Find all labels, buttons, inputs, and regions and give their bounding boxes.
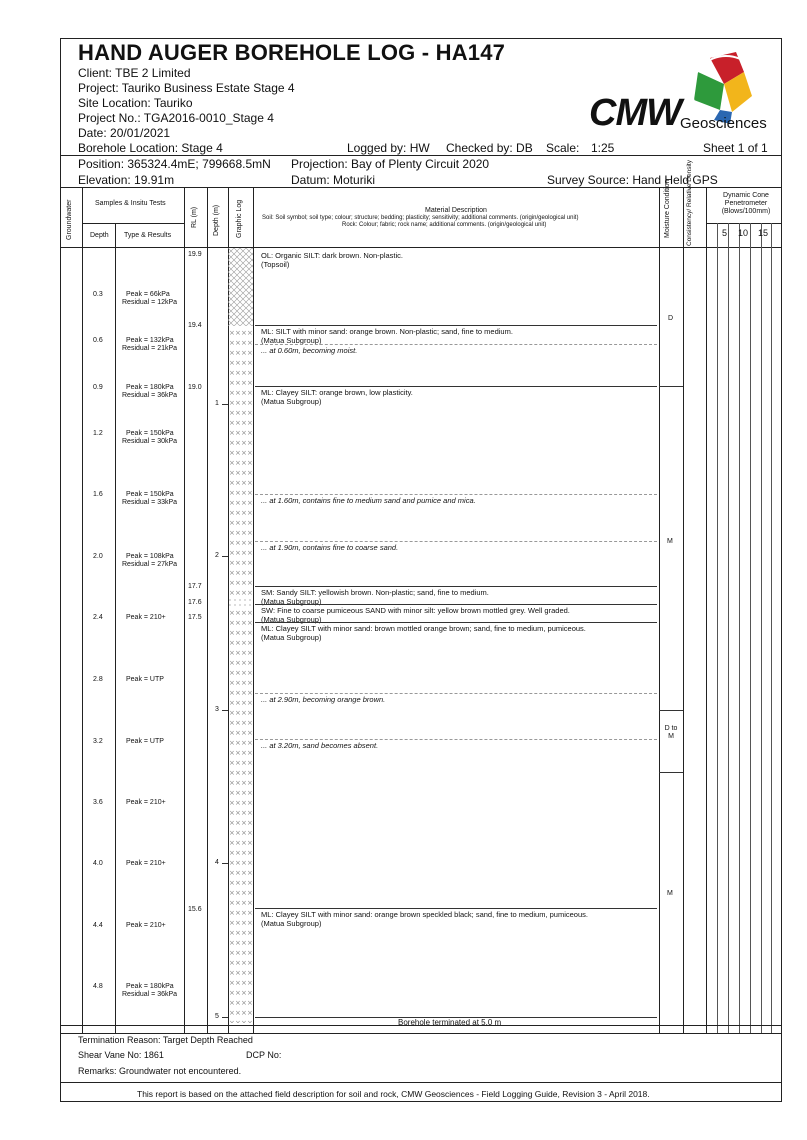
site-location: Site Location: Tauriko (78, 96, 193, 110)
desc-sand: SW: Fine to coarse pumiceous SAND with minor silt: yellow brown mottled grey. Well graded. (261, 606, 570, 615)
desc-clayey-silt-note1: ... at 1.60m, contains fine to medium sand and pumice and mica. (261, 496, 476, 505)
sample-residual: Residual = 12kPa (122, 299, 178, 306)
desc-clayey-silt-2-note1: ... at 2.90m, becoming orange brown. (261, 695, 386, 704)
sample-depth: 0.9 (93, 384, 103, 391)
sample-residual: Residual = 36kPa (122, 392, 178, 399)
sample-depth: 2.0 (93, 553, 103, 560)
desc-clayey-silt-note2: ... at 1.90m, contains fine to coarse sand. (261, 543, 399, 552)
rl-value: 19.9 (188, 251, 202, 258)
checked-by: Checked by: DB (446, 141, 533, 155)
col-line (207, 187, 208, 1033)
divider (60, 155, 782, 156)
col-line (82, 187, 83, 1033)
depth-tick (222, 404, 228, 405)
remarks: Remarks: Groundwater not encountered. (78, 1066, 242, 1076)
col-line (683, 187, 684, 1033)
rl-value: 19.0 (188, 384, 202, 391)
page-title: HAND AUGER BOREHOLE LOG - HA147 (78, 40, 506, 65)
dcp-gridline (750, 223, 751, 1033)
desc-clayey-silt-3-unit: (Matua Subgroup) (261, 919, 322, 928)
header-bottom-line (60, 247, 782, 248)
sample-residual: Residual = 21kPa (122, 345, 178, 352)
footer-note: This report is based on the attached field description for soil and rock, CMW Geosciences - Field Logging Guide, Revision 3 - April 2018. (137, 1089, 650, 1099)
moisture-value: M (667, 890, 673, 897)
desc-clayey-silt-2-note2: ... at 3.20m, sand becomes absent. (261, 741, 379, 750)
sample-depth: 1.2 (93, 430, 103, 437)
moisture-value: M (667, 538, 673, 545)
project: Project: Tauriko Business Estate Stage 4 (78, 81, 295, 95)
desc-clayey-silt-2: ML: Clayey SILT with minor sand: brown mottled orange brown; sand, fine to medium, pumiceous. (261, 624, 586, 633)
depth-mark: 1 (215, 400, 219, 407)
moisture-boundary (659, 772, 683, 773)
depth-tick (222, 710, 228, 711)
sample-result: Peak = 180kPa (126, 983, 174, 990)
sample-result: Peak = 210+ (126, 860, 166, 867)
termination-reason: Termination Reason: Target Depth Reached (78, 1035, 253, 1045)
dcp-gridline (761, 223, 762, 1033)
position: Position: 365324.4mE; 799668.5mN (78, 157, 271, 171)
note-boundary (255, 541, 657, 542)
sample-depth: 3.6 (93, 799, 103, 806)
depth-mark: 4 (215, 859, 219, 866)
sample-depth: 2.4 (93, 614, 103, 621)
depth-m-header: Depth (m) (213, 204, 220, 236)
dcp-scale-15: 15 (758, 228, 769, 238)
layer-boundary (255, 586, 657, 587)
col-line (706, 187, 707, 1033)
footer-divider (60, 1082, 782, 1083)
borehole-end: Borehole terminated at 5.0 m (398, 1018, 502, 1027)
sample-depth: 0.3 (93, 291, 103, 298)
projection: Projection: Bay of Plenty Circuit 2020 (291, 157, 490, 171)
depth-mark: 2 (215, 552, 219, 559)
sample-result: Peak = UTP (126, 738, 164, 745)
desc-sandy-silt-unit: (Matua Subgroup) (261, 597, 322, 606)
rl-value: 17.6 (188, 599, 202, 606)
rl-value: 17.5 (188, 614, 202, 621)
sample-depth: 2.8 (93, 676, 103, 683)
sample-depth: 4.8 (93, 983, 103, 990)
material-header: Material Description (425, 207, 487, 214)
rl-header: RL (m) (191, 206, 198, 228)
moisture-value: D (668, 315, 674, 322)
log-frame (60, 38, 782, 1102)
note-boundary (255, 693, 657, 694)
desc-clayey-silt-3: ML: Clayey SILT with minor sand: orange brown speckled black; sand, fine to medium, pumiceous. (261, 910, 588, 919)
survey-source: Survey Source: Hand Held GPS (547, 173, 718, 187)
note-boundary (255, 494, 657, 495)
sample-result: Peak = 150kPa (126, 491, 174, 498)
sample-result: Peak = 180kPa (126, 384, 174, 391)
layer-boundary (255, 622, 657, 623)
date: Date: 20/01/2021 (78, 126, 171, 140)
moisture-header: Moisture Condition (664, 179, 671, 238)
dcp-scale-10: 10 (738, 228, 749, 238)
dcp-gridline (717, 223, 718, 1033)
table-bottom-line (60, 1033, 782, 1034)
layer-boundary (255, 908, 657, 909)
sample-result: Peak = UTP (126, 676, 164, 683)
logo-subtitle: Geosciences (680, 115, 767, 132)
sample-result: Peak = 210+ (126, 922, 166, 929)
material-soil-header: Soil: Soil symbol; soil type; colour; structure; bedding; plasticity; sensitivity; additional comments. (origin/geological unit) (262, 215, 579, 221)
type-results-header: Type & Results (124, 232, 172, 239)
desc-silt: ML: SILT with minor sand: orange brown. Non-plastic; sand, fine to medium. (261, 327, 513, 336)
sample-result: Peak = 210+ (126, 799, 166, 806)
dcp-no: DCP No: (246, 1050, 282, 1060)
desc-sand-unit: (Matua Subgroup) (261, 615, 322, 624)
depth-tick (222, 863, 228, 864)
desc-topsoil: OL: Organic SILT: dark brown. Non-plastic. (261, 251, 404, 260)
moisture-value: D to M (664, 725, 678, 740)
depth-tick (222, 556, 228, 557)
shear-vane-no: Shear Vane No: 1861 (78, 1050, 164, 1060)
depth-mark: 5 (215, 1013, 219, 1020)
client: Client: TBE 2 Limited (78, 66, 191, 80)
depth-mark: 3 (215, 706, 219, 713)
borehole-location: Borehole Location: Stage 4 (78, 141, 223, 155)
layer-boundary (255, 386, 657, 387)
project-no: Project No.: TGA2016-0010_Stage 4 (78, 111, 274, 125)
table-bottom-line (60, 1025, 782, 1026)
moisture-boundary (659, 710, 683, 711)
desc-topsoil-unit: (Topsoil) (261, 260, 290, 269)
desc-clayey-silt-unit: (Matua Subgroup) (261, 397, 322, 406)
dcp-gridline (728, 223, 729, 1033)
col-line (115, 223, 116, 1033)
material-rock-header: Rock: Colour; fabric; rock name; additional comments. (origin/geological unit) (342, 222, 547, 228)
datum: Datum: Moturiki (291, 173, 376, 187)
col-line (659, 187, 660, 1033)
scale-value: 1:25 (591, 141, 615, 155)
sample-result: Peak = 66kPa (126, 291, 170, 298)
rl-value: 19.4 (188, 322, 202, 329)
sample-depth: 4.4 (93, 922, 103, 929)
desc-sandy-silt: SM: Sandy SILT: yellowish brown. Non-plastic; sand, fine to medium. (261, 588, 489, 597)
sample-depth: 4.0 (93, 860, 103, 867)
col-line (184, 187, 185, 1033)
graphic-log-header: Graphic Log (236, 199, 243, 238)
moisture-boundary (659, 386, 683, 387)
dcp-header: Dynamic Cone Penetrometer (Blows/100mm) (721, 192, 771, 215)
layer-boundary (255, 325, 657, 326)
depth-tick (222, 1017, 228, 1018)
layer-boundary (255, 604, 657, 605)
sample-residual: Residual = 27kPa (122, 561, 178, 568)
sample-residual: Residual = 30kPa (122, 438, 178, 445)
desc-clayey-silt: ML: Clayey SILT: orange brown, low plasticity. (261, 388, 413, 397)
rl-value: 17.7 (188, 583, 202, 590)
sub-header-line (82, 223, 184, 224)
sample-residual: Residual = 36kPa (122, 991, 178, 998)
col-line (253, 187, 254, 1033)
groundwater-header: Groundwater (66, 199, 73, 240)
note-boundary (255, 344, 657, 345)
elevation: Elevation: 19.91m (78, 173, 175, 187)
depth-header: Depth (90, 232, 109, 239)
sample-depth: 3.2 (93, 738, 103, 745)
desc-clayey-silt-2-unit: (Matua Subgroup) (261, 633, 322, 642)
sample-result: Peak = 210+ (126, 614, 166, 621)
rl-value: 15.6 (188, 906, 202, 913)
logged-by: Logged by: HW (347, 141, 430, 155)
desc-silt-note: ... at 0.60m, becoming moist. (261, 346, 358, 355)
dcp-gridline (771, 223, 772, 1033)
sheet-number: Sheet 1 of 1 (703, 141, 768, 155)
dcp-gridline (739, 223, 740, 1033)
sample-depth: 0.6 (93, 337, 103, 344)
samples-header: Samples & Insitu Tests (95, 200, 166, 207)
logo-wordmark: CMW (589, 92, 681, 134)
consistency-header: Consistency/ Relative Density (686, 160, 693, 246)
desc-silt-unit: (Matua Subgroup) (261, 336, 322, 345)
sample-depth: 1.6 (93, 491, 103, 498)
sample-result: Peak = 150kPa (126, 430, 174, 437)
sample-residual: Residual = 33kPa (122, 499, 178, 506)
note-boundary (255, 739, 657, 740)
sample-result: Peak = 108kPa (126, 553, 174, 560)
divider (60, 187, 782, 188)
graphic-log-pattern (228, 248, 253, 1023)
scale-label: Scale: (546, 141, 580, 155)
dcp-scale-5: 5 (722, 228, 728, 238)
sample-result: Peak = 132kPa (126, 337, 174, 344)
